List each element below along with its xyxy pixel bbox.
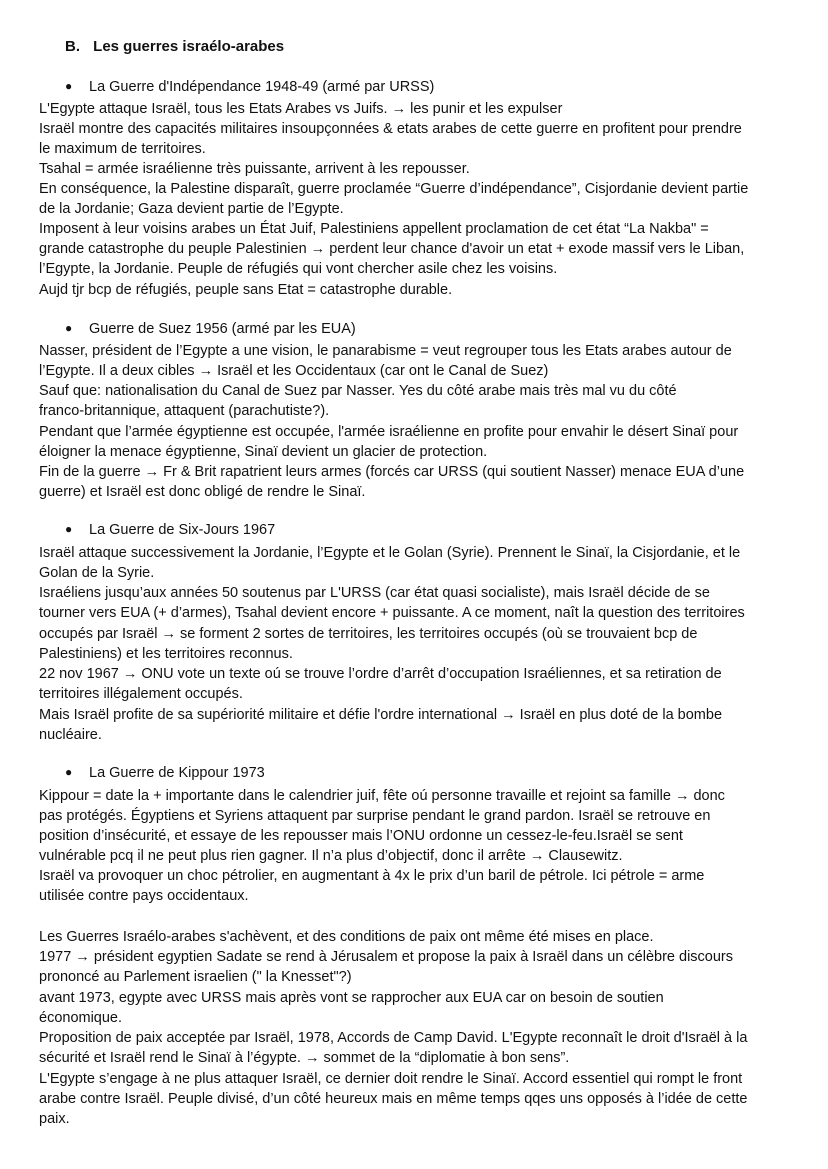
- section-heading: [65, 38, 284, 55]
- section-title: Les guerres israélo-arabes: [93, 38, 285, 55]
- paragraph-line: le maximum de territoires.: [39, 141, 206, 157]
- paragraph-line: grande catastrophe du peuple Palestinien → perdent leur chance d'avoir un etat + exode massif vers le Liban,: [39, 241, 745, 257]
- paragraph-line: Israël montre des capacités militaires insoupçonnées & etats arabes de cette guerre en profitent pour prendre: [39, 121, 742, 137]
- bullet-label: Guerre de Suez 1956 (armé par les EUA): [89, 321, 356, 337]
- conclusion-line: L'Egypte s’engage à ne plus attaquer Israël, ce dernier doit rendre le Sinaï. Accord essentiel qui rompt le front: [39, 1071, 743, 1087]
- bullet-dot-icon: ●: [65, 765, 73, 779]
- conclusion-line: avant 1973, egypte avec URSS mais après vont se rapprocher aux EUA car on besoin de soutien: [39, 990, 664, 1006]
- conclusion-line: sécurité et Israël rend le Sinaï à l’égypte. → sommet de la “diplomatie à bon sens”.: [39, 1050, 570, 1066]
- paragraph-line: éloigner la menace égyptienne, Sinaï devient un glacier de protection.: [39, 444, 488, 460]
- paragraph-line: Israël attaque successivement la Jordanie, l’Egypte et le Golan (Syrie). Prennent le Sinaï, la Cisjordanie, et le: [39, 545, 741, 561]
- paragraph-line: Nasser, président de l’Egypte a une vision, le panarabisme = veut regrouper tous les Etats arabes autour de: [39, 343, 732, 359]
- conclusion-line: paix.: [39, 1111, 70, 1127]
- paragraph-line: Tsahal = armée israélienne très puissante, arrivent à les repousser.: [39, 161, 470, 177]
- paragraph-line: Pendant que l’armée égyptienne est occupée, l'armée israélienne en profite pour envahir le désert Sinaï pour: [39, 424, 739, 440]
- paragraph-line: de la Jordanie; Gaza devient partie de l’Egypte.: [39, 201, 344, 217]
- bullet-six-days-war: [65, 522, 275, 538]
- paragraph-line: Israël va provoquer un choc pétrolier, en augmentant à 4x le prix d’un baril de pétrole. Ici pétrole = arme: [39, 868, 705, 884]
- conclusion-line: 1977 → président egyptien Sadate se rend à Jérusalem et propose la paix à Israël dans un célèbre discours: [39, 949, 734, 965]
- paragraph-line: pas protégés. Égyptiens et Syriens attaquent par surprise pendant le grand pardon. Israël se retrouve en: [39, 808, 711, 824]
- paragraph-line: Imposent à leur voisins arabes un État Juif, Palestiniens appellent proclamation de cet état “La Nakba" =: [39, 221, 709, 237]
- paragraph-line: L'Egypte attaque Israël, tous les Etats Arabes vs Juifs. → les punir et les expulser: [39, 101, 563, 117]
- paragraph-line: vulnérable pcq il ne peut plus rien gagner. Il n’a plus d’objectif, donc il arrête → Clausewitz.: [39, 848, 623, 864]
- bullet-label: La Guerre de Kippour 1973: [89, 765, 265, 781]
- paragraph-line: occupés par Israël → se forment 2 sortes de territoires, les territoires occupés (où se trouvaient bcp de: [39, 626, 698, 642]
- conclusion-line: économique.: [39, 1010, 123, 1026]
- paragraph-line: Sauf que: nationalisation du Canal de Suez par Nasser. Yes du côté arabe mais très mal vu du côté: [39, 383, 677, 399]
- conclusion-line: Les Guerres Israélo-arabes s'achèvent, et des conditions de paix ont même été mises en place.: [39, 929, 654, 945]
- conclusion-line: Proposition de paix acceptée par Israël, 1978, Accords de Camp David. L'Egypte reconnaît le droit d'Israël à la: [39, 1030, 748, 1046]
- paragraph-line: l’Egypte. Il a deux cibles → Israël et les Occidentaux (car ont le Canal de Suez): [39, 363, 549, 379]
- paragraph-line: Israéliens jusqu’aux années 50 soutenus par L'URSS (car état quasi socialiste), mais Israël décide de se: [39, 585, 710, 601]
- bullet-kippour-war: [65, 765, 265, 781]
- bullet-dot-icon: ●: [65, 79, 73, 93]
- paragraph-line: guerre) et Israël est donc obligé de rendre le Sinaï.: [39, 484, 366, 500]
- section-number: B.: [65, 38, 80, 55]
- paragraph-line: Golan de la Syrie.: [39, 565, 155, 581]
- bullet-dot-icon: ●: [65, 321, 73, 335]
- paragraph-line: nucléaire.: [39, 727, 102, 743]
- paragraph-line: tourner vers EUA (+ d’armes), Tsahal devient encore + puissante. A ce moment, naît la question des territoires: [39, 605, 745, 621]
- bullet-independance-war: [65, 79, 434, 95]
- bullet-suez-war: [65, 321, 356, 337]
- paragraph-line: Aujd tjr bcp de réfugiés, peuple sans Etat = catastrophe durable.: [39, 282, 453, 298]
- bullet-label: La Guerre de Six-Jours 1967: [89, 522, 276, 538]
- paragraph-line: franco-britannique, attaquent (parachutiste?).: [39, 403, 330, 419]
- paragraph-line: territoires illégalement occupés.: [39, 686, 243, 702]
- paragraph-line: utilisée contre pays occidentaux.: [39, 888, 249, 904]
- paragraph-line: Mais Israël profite de sa supériorité militaire et défie l'ordre international → Israël en plus doté de la bombe: [39, 707, 723, 723]
- paragraph-line: Fin de la guerre → Fr & Brit rapatrient leurs armes (forcés car URSS (qui soutient Nasser) menace EUA d’une: [39, 464, 745, 480]
- paragraph-line: En conséquence, la Palestine disparaît, guerre proclamée “Guerre d’indépendance”, Cisjordanie devient partie: [39, 181, 749, 197]
- bullet-label: La Guerre d'Indépendance 1948-49 (armé par URSS): [89, 79, 435, 95]
- paragraph-line: Palestiniens) et les territoires reconnus.: [39, 646, 293, 662]
- paragraph-line: Kippour = date la + importante dans le calendrier juif, fête oú personne travaille et rejoint sa famille → donc: [39, 788, 725, 804]
- paragraph-line: l’Egypte, la Jordanie. Peuple de réfugiés qui vont chercher asile chez les voisins.: [39, 261, 558, 277]
- bullet-dot-icon: ●: [65, 522, 73, 536]
- paragraph-line: position d’insécurité, et essaye de les repousser mais l’ONU ordonne un cessez-le-feu.Israël se sent: [39, 828, 683, 844]
- conclusion-line: arabe contre Israël. Peuple divisé, d’un côté heureux mais en même temps qqes uns opposés à l’idée de cette: [39, 1091, 748, 1107]
- conclusion-line: prononcé au Parlement israelien (" la Knesset"?): [39, 969, 352, 985]
- paragraph-line: 22 nov 1967 → ONU vote un texte oú se trouve l’ordre d’arrêt d’occupation Israéliennes, et sa retiration de: [39, 666, 722, 682]
